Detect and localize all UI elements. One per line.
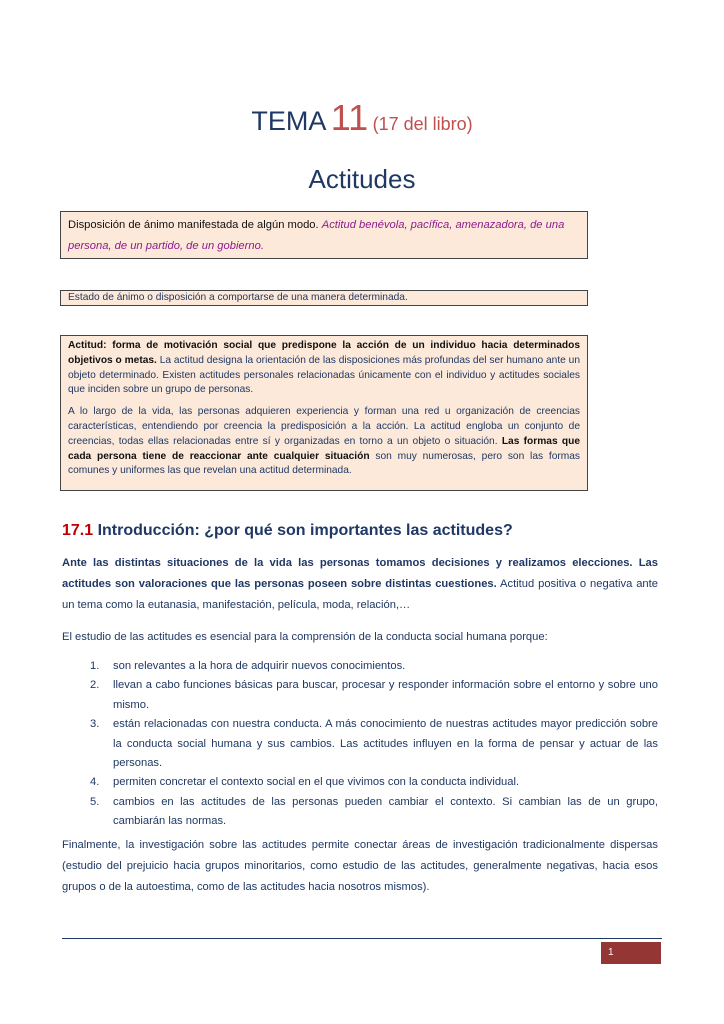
title-tema-number: 11 — [330, 97, 369, 138]
list-item-text: son relevantes a la hora de adquirir nuevos conocimientos. — [113, 660, 406, 672]
list-item — [62, 676, 658, 715]
list-item-number: 2. — [90, 679, 100, 692]
list-item-number: 5. — [90, 795, 100, 808]
definition-3-bold: Actitud: forma de motivación social que predispone la acción de un individuo hacia determinados objetivos o metas. — [68, 340, 580, 366]
list-item — [62, 773, 658, 792]
list-item — [62, 793, 658, 832]
list-item — [62, 657, 658, 676]
reasons-list — [62, 657, 658, 832]
definition-3-paragraph-1 — [68, 339, 580, 398]
section-title: Introducción: ¿por qué son importantes las actitudes? — [93, 522, 513, 539]
page-number-badge: 1 — [601, 942, 661, 964]
title-tema-word: TEMA — [251, 106, 327, 136]
definition-3-paragraph-2 — [68, 405, 580, 479]
definition-box-1 — [60, 211, 588, 259]
definition-box-2 — [60, 290, 588, 306]
footer-divider — [62, 938, 662, 939]
list-item-text: llevan a cabo funciones básicas para buscar, procesar y responder información sobre el entorno y sobre uno mismo. — [113, 679, 658, 711]
list-item-number: 4. — [90, 776, 100, 789]
definition-2-text: Estado de ánimo o disposición a comportarse de una manera determinada. — [68, 292, 408, 303]
list-item-number: 1. — [90, 660, 100, 672]
closing-paragraph: Finalmente, la investigación sobre las actitudes permite conectar áreas de investigación tradicionalmente dispersas (estudio del prejuicio hacia grupos minoritarios, como estudio de las actitudes, generalmente negativas, hacia esos grupos o de la autoestima, como de las actitudes hacia nosotros mismos). — [62, 839, 658, 893]
title-book-reference: (17 del libro) — [372, 114, 473, 134]
definition-box-3 — [60, 335, 588, 491]
definition-1-text: Disposición de ánimo manifestada de algún modo. — [68, 219, 322, 231]
list-item-text: permiten concretar el contexto social en el que vivimos con la conducta individual. — [113, 776, 520, 789]
section-heading — [62, 522, 513, 540]
list-item-text: están relacionadas con nuestra conducta. A más conocimiento de nuestras actitudes mayor predicción sobre la conducta social humana y sus cambios. Las actitudes influyen en la forma de pensar y actuar de las personas. — [113, 718, 658, 770]
definition-3-p2-end: son muy numerosas, pero son las formas comunes y uniformes las que revelan una actitud determinada. — [68, 450, 581, 477]
list-item-number: 3. — [90, 718, 100, 731]
definition-3-rest: La actitud designa la orientación de las disposiciones más profundas del ser humano ante un objeto determinado. Existen actitudes personales relacionadas únicamente con el individuo y actitudes sociales que inciden sobre un grupo de personas. — [68, 354, 580, 396]
page-subtitle: Actitudes — [308, 164, 416, 194]
section-number: 17.1 — [62, 522, 94, 539]
intro-bold-text: Ante las distintas situaciones de la vida las personas tomamos decisiones y realizamos elecciones. Las actitudes son valoraciones que las personas poseen sobre distintas cuestiones. — [62, 557, 658, 590]
intro-rest-text: Actitud positiva o negativa ante un tema como la eutanasia, manifestación, película, moda, relación,… — [62, 578, 658, 611]
definition-1-example: Actitud benévola, pacífica, amenazadora, de una persona, de un partido, de un gobierno. — [68, 219, 565, 252]
definition-3-p2-bold: Las formas que cada persona tiene de reaccionar ante cualquier situación — [68, 435, 580, 462]
intro-paragraph — [62, 553, 658, 616]
page-title — [0, 97, 724, 139]
list-item-text: cambios en las actitudes de las personas pueden cambiar el contexto. Si cambian las de un grupo, cambiarán las normas. — [113, 795, 658, 828]
list-lead-paragraph: El estudio de las actitudes es esencial para la comprensión de la conducta social humana porque: — [62, 631, 548, 643]
definition-3-p2-start: A lo largo de la vida, las personas adquieren experiencia y forman una red u organización de creencias características, entendiendo por creencia la predisposición a la acción. La actitud engloba un conjunto de creencias, todas ellas relacionadas entre sí y organizadas en torno a un objeto o situación. — [68, 406, 580, 447]
list-item — [62, 715, 658, 773]
